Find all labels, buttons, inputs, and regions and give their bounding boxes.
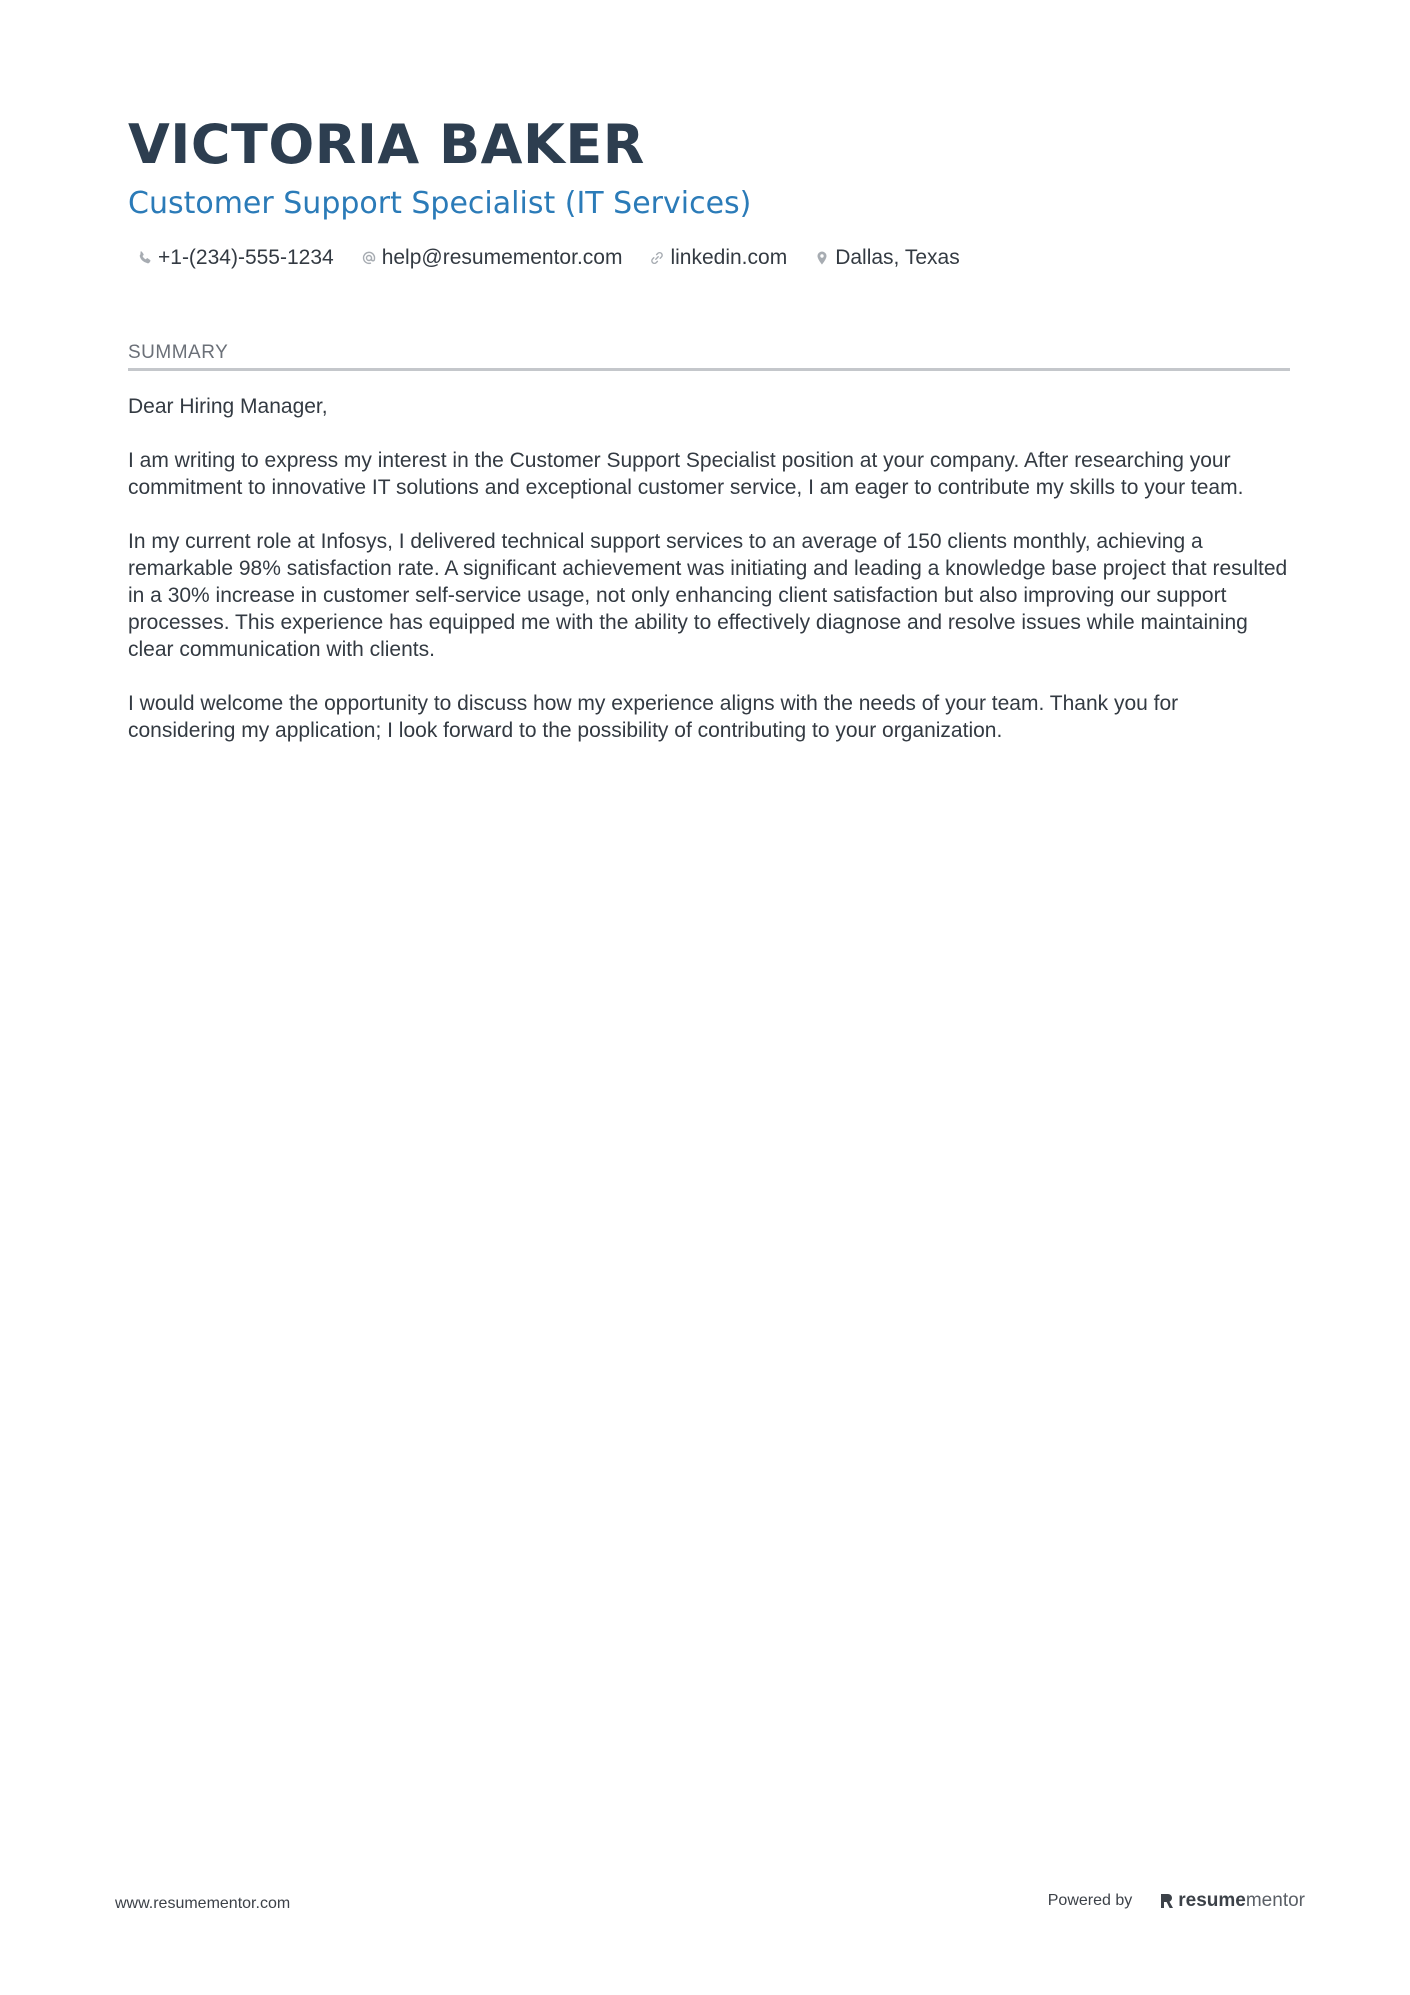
letter-paragraph: In my current role at Infosys, I delivered technical support services to an average of 150 clients monthly, achieving a remarkable 98% satisfaction rate. A significant achievement was initiating and leading a knowledge base project that resulted in a 30% increase in customer self-service usage, not only enhancing client satisfaction but also improving our support processes. This experience has equipped me with the ability to effectively diagnose and resolve issues while maintaining clear communication with clients. — [128, 530, 1288, 661]
resume-page — [128, 110, 1290, 771]
resumementor-logo[interactable] — [1160, 1890, 1305, 1912]
contact-link[interactable] — [648, 246, 787, 270]
letter-paragraph: I am writing to express my interest in the Customer Support Specialist position at your company. After researching your commitment to innovative IT solutions and exceptional customer service, I am eager to contribute my skills to your team. — [128, 449, 1244, 499]
brand-light: mentor — [1245, 1890, 1305, 1911]
candidate-name: VICTORIA BAKER — [128, 113, 645, 176]
resumementor-logo-icon — [1160, 1892, 1174, 1910]
email-text: help@resumementor.com — [381, 246, 623, 269]
brand-bold: resume — [1178, 1890, 1246, 1911]
footer-brand — [1048, 1890, 1305, 1912]
contact-bar — [128, 246, 1290, 270]
at-icon — [360, 249, 378, 267]
contact-phone — [136, 246, 334, 270]
footer-website[interactable]: www.resumementor.com — [115, 1895, 291, 1912]
location-text: Dallas, Texas — [835, 246, 960, 269]
job-title: Customer Support Specialist (IT Services) — [128, 186, 752, 221]
powered-by-label: Powered by — [1047, 1892, 1133, 1909]
letter-paragraph: I would welcome the opportunity to discuss how my experience aligns with the needs of your team. Thank you for considering my application; I look forward to the possibility of contributing to your organization. — [128, 692, 1179, 742]
location-pin-icon — [813, 249, 831, 267]
link-icon — [648, 249, 666, 267]
phone-text: +1-(234)-555-1234 — [158, 246, 334, 269]
letter-body — [128, 393, 1290, 744]
salutation: Dear Hiring Manager, — [128, 395, 328, 418]
section-heading-summary: SUMMARY — [128, 342, 1290, 371]
contact-email[interactable] — [360, 246, 623, 270]
link-text: linkedin.com — [670, 246, 788, 269]
phone-icon — [136, 249, 154, 267]
contact-location — [813, 246, 960, 270]
